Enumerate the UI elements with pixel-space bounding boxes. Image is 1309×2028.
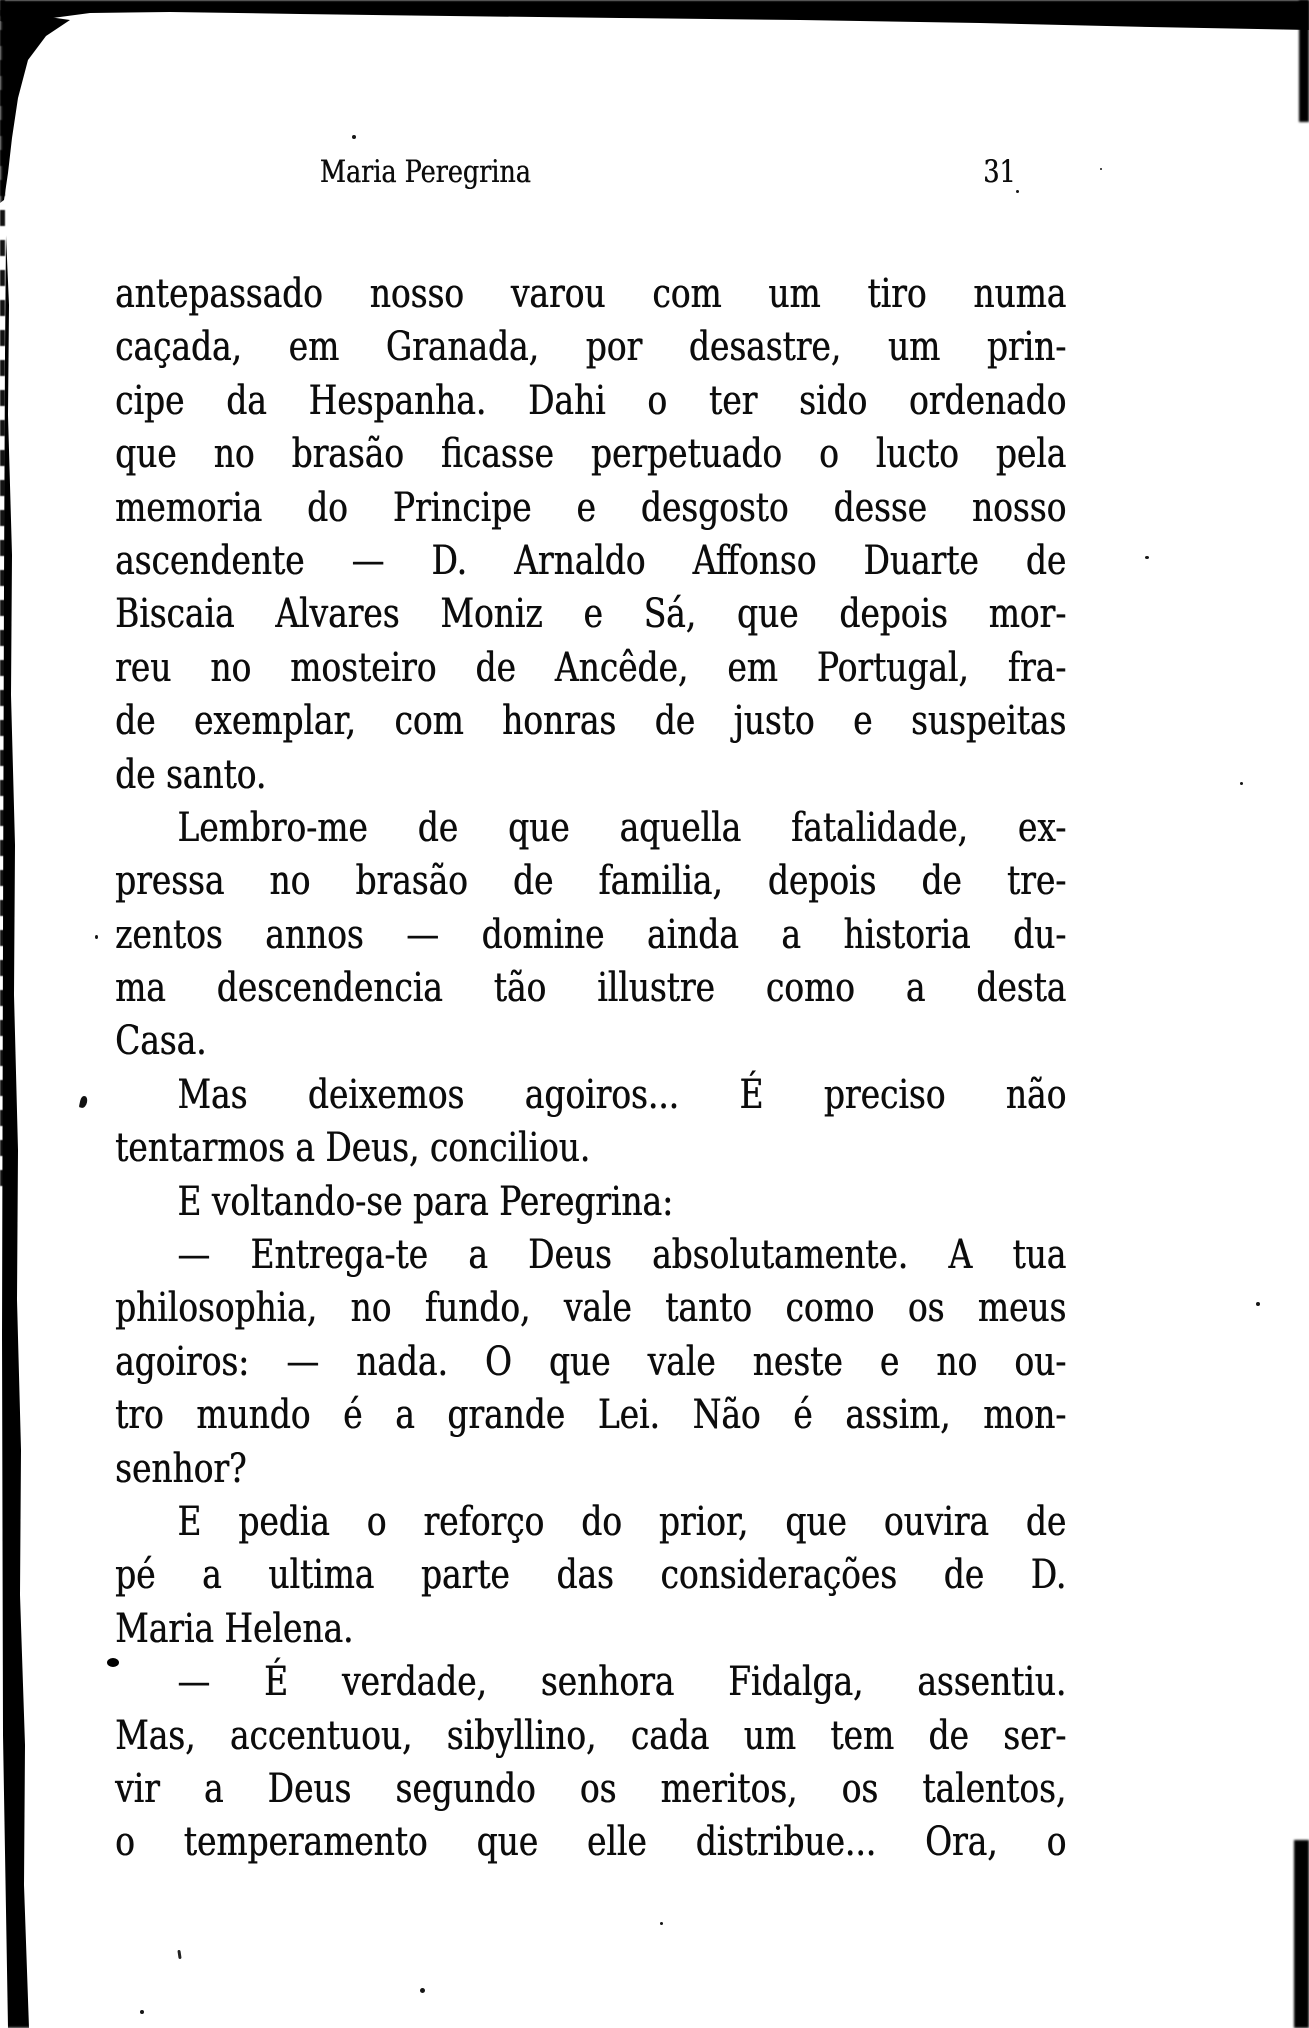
scan-speck [95,935,98,939]
right-top-edge-artifact [1299,0,1309,122]
scan-speck [140,2010,144,2014]
text-line: vir a Deus segundo os meritos, os talentos, [115,1765,1067,1812]
text-line: de exemplar, com honras de justo e suspeitas [115,698,1067,745]
scan-speck [352,135,356,139]
bottom-right-edge-artifact [1294,1840,1309,2028]
text-line: — É verdade, senhora Fidalga, assentiu. [177,1659,1067,1706]
text-line: ascendente — D. Arnaldo Affonso Duarte de [115,537,1067,584]
text-line: pé a ultima parte das considerações de D. [115,1552,1067,1599]
page-body [115,268,1066,1870]
text-line: Maria Helena. [115,1605,354,1652]
text-line: zentos annos — domine ainda a historia du- [115,911,1067,958]
text-line: pressa no brasão de familia, depois de tre- [115,858,1067,905]
scan-speck [1256,1302,1260,1306]
text-line: philosophia, no fundo, vale tanto como os meus [115,1285,1067,1332]
text-line: cipe da Hespanha. Dahi o ter sido ordenado [115,377,1067,424]
scan-speck [1145,556,1149,559]
text-line: reu no mosteiro de Ancêde, em Portugal, fra- [115,644,1067,691]
page-header [0,152,1309,198]
running-title: Maria Peregrina [319,154,531,190]
scan-speck [660,1922,663,1925]
text-line: — Entrega-te a Deus absolutamente. A tua [177,1232,1067,1279]
text-line: Mas, accentuou, sibyllino, cada um tem de ser- [115,1712,1067,1759]
text-line: agoiros: — nada. O que vale neste e no ou- [115,1338,1067,1385]
page-number: 31 [983,154,1016,190]
margin-comma-speck [79,1095,88,1108]
text-line: tro mundo é a grande Lei. Não é assim, mon- [115,1392,1067,1439]
text-line: E voltando-se para Peregrina: [177,1178,674,1225]
text-line: tentarmos a Deus, conciliou. [115,1125,591,1172]
text-line: caçada, em Granada, por desastre, um prin- [115,324,1067,371]
scan-speck [177,1950,181,1959]
text-line: memoria do Principe e desgosto desse nosso [115,484,1067,531]
text-line: de santo. [115,751,267,798]
text-line: senhor? [115,1445,247,1492]
text-line: ma descendencia tão illustre como a desta [115,965,1067,1012]
text-line: que no brasão ficasse perpetuado o lucto pela [115,431,1067,478]
top-edge-artifact [0,0,1309,32]
scan-speck [1240,782,1243,785]
left-binding-shadow [0,235,36,2028]
text-line: Lembro-me de que aquella fatalidade, ex- [177,804,1067,851]
text-line: Mas deixemos agoiros... É preciso não [177,1071,1067,1118]
text-line: E pedia o reforço do prior, que ouvira de [177,1498,1067,1545]
text-line: Biscaia Alvares Moniz e Sá, que depois mor- [115,591,1067,638]
text-line: o temperamento que elle distribue... Ora, o [115,1819,1067,1866]
text-line: Casa. [115,1018,207,1065]
scan-speck [420,1988,425,1993]
text-line: antepassado nosso varou com um tiro numa [115,271,1067,317]
